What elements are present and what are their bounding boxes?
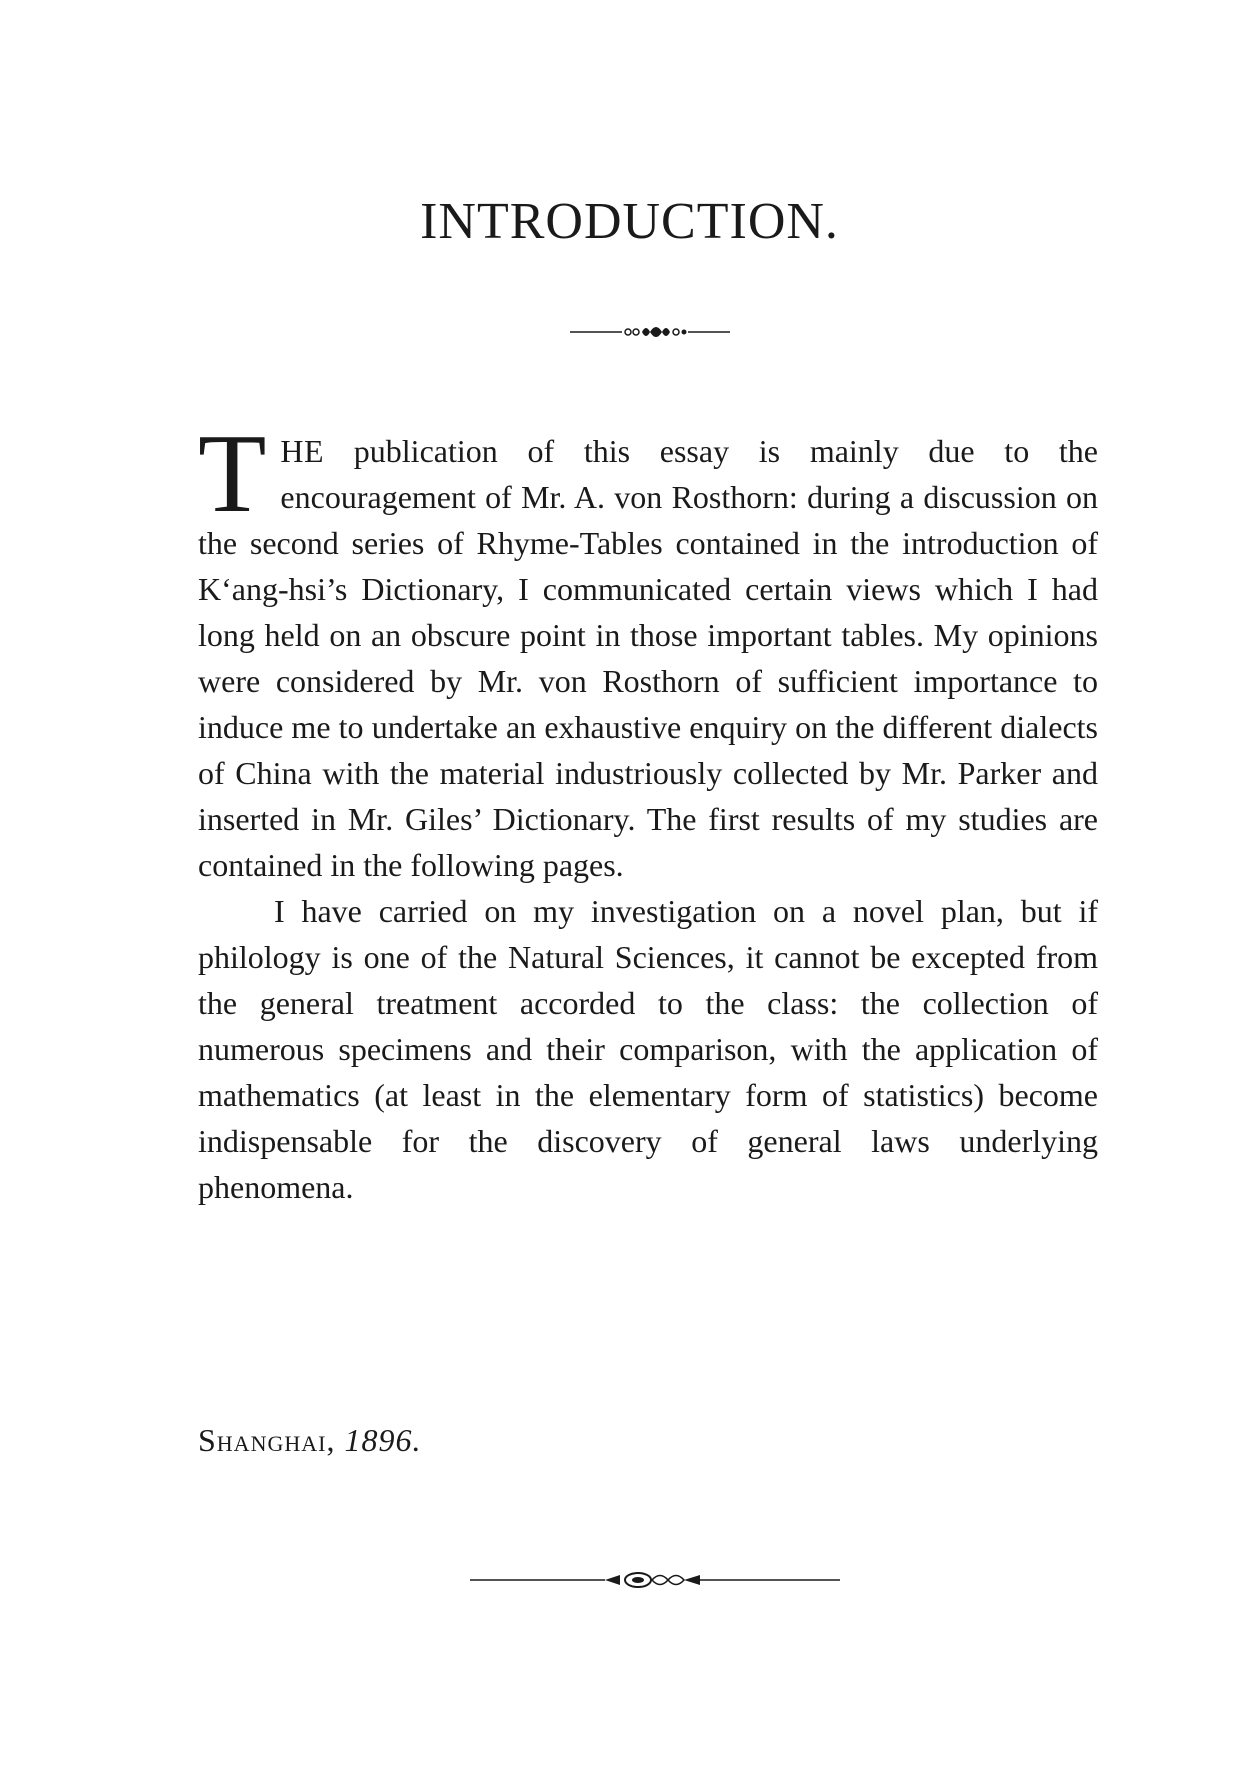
paragraph-2: I have carried on my investigation on a novel plan, but if philology is one of the Natural Sciences, it cannot be excepted from the general treatment accorded to the class: the collection of numerous specimens and their comparison, with the application of mathematics (at least in the elementary form of statistics) become indispensable for the discovery of general laws underlying phenomena. bbox=[198, 893, 1098, 1205]
top-ornament-divider bbox=[570, 320, 730, 344]
signature-line bbox=[198, 1422, 421, 1459]
introduction-body bbox=[198, 412, 1098, 1210]
signature-place: Shanghai, bbox=[198, 1422, 336, 1458]
paragraph-1-text: publication of this essay is mainly due to the encouragement of Mr. A. von Rosthorn: during a discussion on the second series of Rhyme-Tables contained in the introduction of K‘ang-hsi’s Dictionary, I communicated certain views which I had long held on an obscure point in those important tables. My opinions were considered by Mr. von Rosthorn of sufficient importance to induce me to undertake an exhaustive enquiry on the different dialects of China with the material industriously collected by Mr. Parker and inserted in Mr. Giles’ Dictionary. The first results of my studies are contained in the following pages. bbox=[198, 433, 1098, 883]
paragraph-1-lead: HE bbox=[280, 433, 325, 469]
bottom-ornament-divider bbox=[470, 1565, 840, 1595]
page-title: INTRODUCTION. bbox=[420, 193, 839, 250]
drop-cap: T bbox=[198, 412, 267, 536]
signature-year: 1896. bbox=[344, 1422, 422, 1458]
paragraph-1 bbox=[198, 412, 1098, 888]
